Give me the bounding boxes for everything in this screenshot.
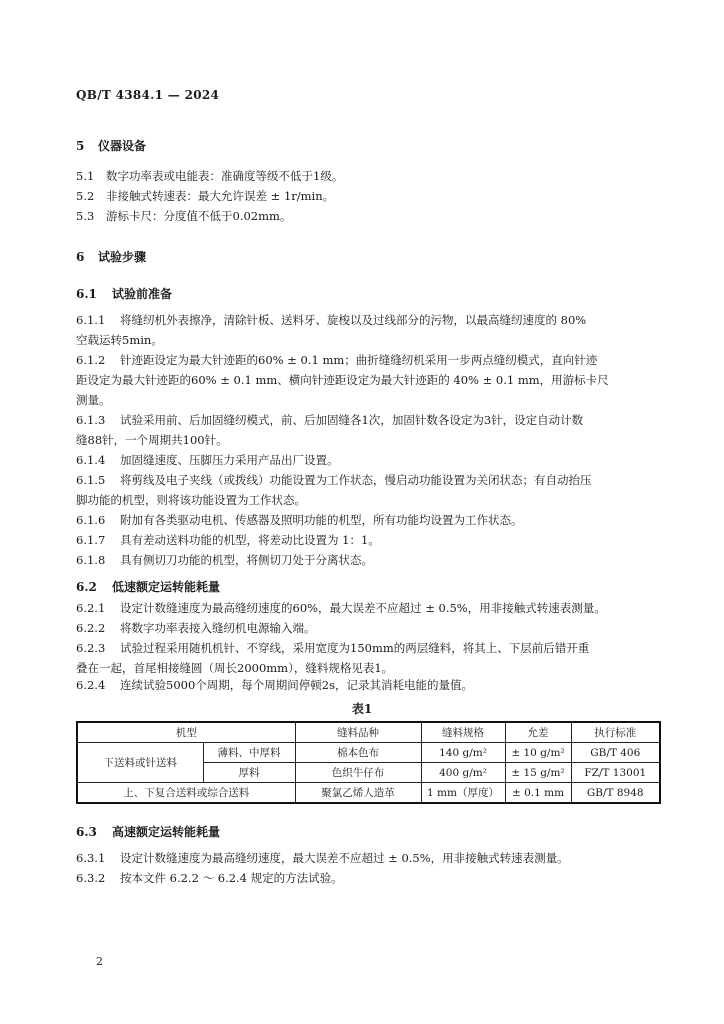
clause-text-cont: 脚功能的机型，则将该功能设置为工作状态。 — [76, 493, 306, 507]
clause-6-1-1 — [76, 310, 656, 350]
table-cell: 厚料 — [203, 763, 295, 783]
section-title: 试验前准备 — [112, 287, 173, 301]
clause-text: 加固缝速度、压脚压力采用产品出厂设置。 — [120, 453, 339, 467]
clause-number: 6.1.7 — [76, 533, 106, 547]
table-header-cell: 缝料规格 — [421, 722, 505, 743]
section-number: 5 — [76, 139, 85, 153]
clause-text: 数字功率表或电能表：准确度等级不低于1级。 — [106, 169, 344, 183]
clause-text-cont: 空载运转5min。 — [76, 333, 163, 347]
clause-number: 6.2.4 — [76, 678, 106, 692]
clause-number: 6.2.3 — [76, 641, 106, 655]
clause-6-1-7 — [76, 530, 656, 550]
clause-text-cont: 距设定为最大针迹距的60% ± 0.1 mm、横向针迹距设定为最大针迹距的 40% ± 0.1 mm，用游标卡尺 — [76, 373, 609, 387]
clause-5-2 — [76, 186, 656, 206]
document-header: QB/T 4384.1 — 2024 — [76, 88, 220, 102]
clause-text-cont: 叠在一起，首尾相接缝圆（周长2000mm），缝料规格见表1。 — [76, 661, 394, 675]
clause-text: 具有差动送料功能的机型，将差动比设置为 1：1。 — [120, 533, 380, 547]
section-number: 6.2 — [76, 580, 97, 594]
clause-number: 6.1.6 — [76, 513, 106, 527]
table-cell: 色织牛仔布 — [295, 763, 421, 783]
clause-number: 6.1.8 — [76, 553, 106, 567]
table-header-row — [77, 722, 660, 743]
section-6-1-heading — [76, 285, 172, 302]
clause-number: 6.1.2 — [76, 353, 106, 367]
clause-number: 6.1.5 — [76, 473, 106, 487]
clause-text: 试验采用前、后加固缝纫模式，前、后加固缝各1次，加固针数各设定为3针，设定自动计数 — [120, 413, 584, 427]
clause-number: 5.2 — [76, 189, 95, 203]
table-cell-machine-type: 下送料或针送料 — [77, 743, 203, 783]
section-title: 仪器设备 — [98, 139, 147, 153]
section-number: 6.3 — [76, 825, 97, 839]
clause-6-3-1 — [76, 848, 656, 868]
table-cell: ± 10 g/m² — [505, 743, 571, 763]
table-cell: 聚氯乙烯人造革 — [295, 783, 421, 804]
clause-6-1-5 — [76, 470, 656, 510]
clause-5-1 — [76, 166, 656, 186]
clause-text: 将数字功率表接入缝纫机电源输入端。 — [120, 621, 316, 635]
clause-number: 6.1.1 — [76, 313, 106, 327]
table-cell: GB/T 8948 — [571, 783, 660, 804]
table-cell: 140 g/m² — [421, 743, 505, 763]
clause-text: 针迹距设定为最大针迹距的60% ± 0.1 mm；曲折缝缝纫机采用一步两点缝纫模式，直向针迹 — [120, 353, 598, 367]
clause-6-1-8 — [76, 550, 656, 570]
page-number: 2 — [96, 955, 103, 968]
clause-6-2-4 — [76, 675, 656, 695]
section-5-heading — [76, 137, 146, 154]
clause-6-1-6 — [76, 510, 656, 530]
table-cell: ± 0.1 mm — [505, 783, 571, 804]
clause-number: 6.3.2 — [76, 871, 106, 885]
fabric-spec-table — [76, 721, 661, 804]
clause-number: 6.1.3 — [76, 413, 106, 427]
clause-number: 6.3.1 — [76, 851, 106, 865]
clause-6-3-2 — [76, 868, 656, 888]
table-cell: ± 15 g/m² — [505, 763, 571, 783]
table-cell: 薄料、中厚料 — [203, 743, 295, 763]
clause-text: 按本文件 6.2.2 ～ 6.2.4 规定的方法试验。 — [120, 871, 343, 885]
clause-text: 连续试验5000个周期，每个周期间停顿2s，记录其消耗电能的量值。 — [120, 678, 473, 692]
clause-6-2-1 — [76, 598, 656, 618]
section-title: 高速额定运转能耗量 — [112, 825, 221, 839]
section-6-2-heading — [76, 578, 220, 595]
clause-text: 游标卡尺：分度值不低于0.02mm。 — [106, 209, 292, 223]
clause-text: 设定计数缝速度为最高缝纫速度，最大误差不应超过 ± 0.5%，用非接触式转速表测量。 — [120, 851, 569, 865]
clause-text-cont: 测量。 — [76, 393, 111, 407]
clause-text: 设定计数缝速度为最高缝纫速度的60%，最大误差不应超过 ± 0.5%，用非接触式转速表测量。 — [120, 601, 606, 615]
table-row — [77, 783, 660, 804]
clause-text: 附加有各类驱动电机、传感器及照明功能的机型，所有功能均设置为工作状态。 — [120, 513, 523, 527]
table-cell: GB/T 406 — [571, 743, 660, 763]
clause-6-2-3 — [76, 638, 656, 678]
clause-6-2-2 — [76, 618, 656, 638]
table-cell-machine-type: 上、下复合送料或综合送料 — [77, 783, 295, 804]
clause-5-3 — [76, 206, 656, 226]
section-title: 低速额定运转能耗量 — [112, 580, 221, 594]
clause-number: 5.1 — [76, 169, 95, 183]
clause-text-cont: 缝88针，一个周期共100针。 — [76, 433, 228, 447]
table-header-cell: 允差 — [505, 722, 571, 743]
table-cell: FZ/T 13001 — [571, 763, 660, 783]
clause-text: 具有侧切刀功能的机型，将侧切刀处于分离状态。 — [120, 553, 373, 567]
section-title: 试验步骤 — [98, 250, 147, 264]
table-cell: 1 mm（厚度） — [421, 783, 505, 804]
clause-6-1-4 — [76, 450, 656, 470]
section-6-heading — [76, 248, 146, 265]
clause-number: 6.2.2 — [76, 621, 106, 635]
table-header-cell: 执行标准 — [571, 722, 660, 743]
clause-number: 5.3 — [76, 209, 95, 223]
table-cell: 棉本色布 — [295, 743, 421, 763]
section-number: 6 — [76, 250, 85, 264]
table-header-cell: 机型 — [77, 722, 295, 743]
table-caption: 表1 — [351, 702, 373, 716]
table-row — [77, 743, 660, 763]
clause-text: 试验过程采用随机机针、不穿线，采用宽度为150mm的两层缝料，将其上、下层前后错开重 — [120, 641, 590, 655]
clause-text: 将剪线及电子夹线（或拨线）功能设置为工作状态，慢启动功能设置为关闭状态；有自动抬压 — [120, 473, 592, 487]
clause-number: 6.1.4 — [76, 453, 106, 467]
clause-text: 非接触式转速表：最大允许误差 ± 1r/min。 — [106, 189, 335, 203]
section-number: 6.1 — [76, 287, 97, 301]
clause-text: 将缝纫机外表擦净，清除针板、送料牙、旋梭以及过线部分的污物，以最高缝纫速度的 80% — [120, 313, 587, 327]
clause-number: 6.2.1 — [76, 601, 106, 615]
clause-6-1-2 — [76, 350, 656, 410]
table-header-cell: 缝料品种 — [295, 722, 421, 743]
section-6-3-heading — [76, 823, 220, 840]
table-cell: 400 g/m² — [421, 763, 505, 783]
clause-6-1-3 — [76, 410, 656, 450]
